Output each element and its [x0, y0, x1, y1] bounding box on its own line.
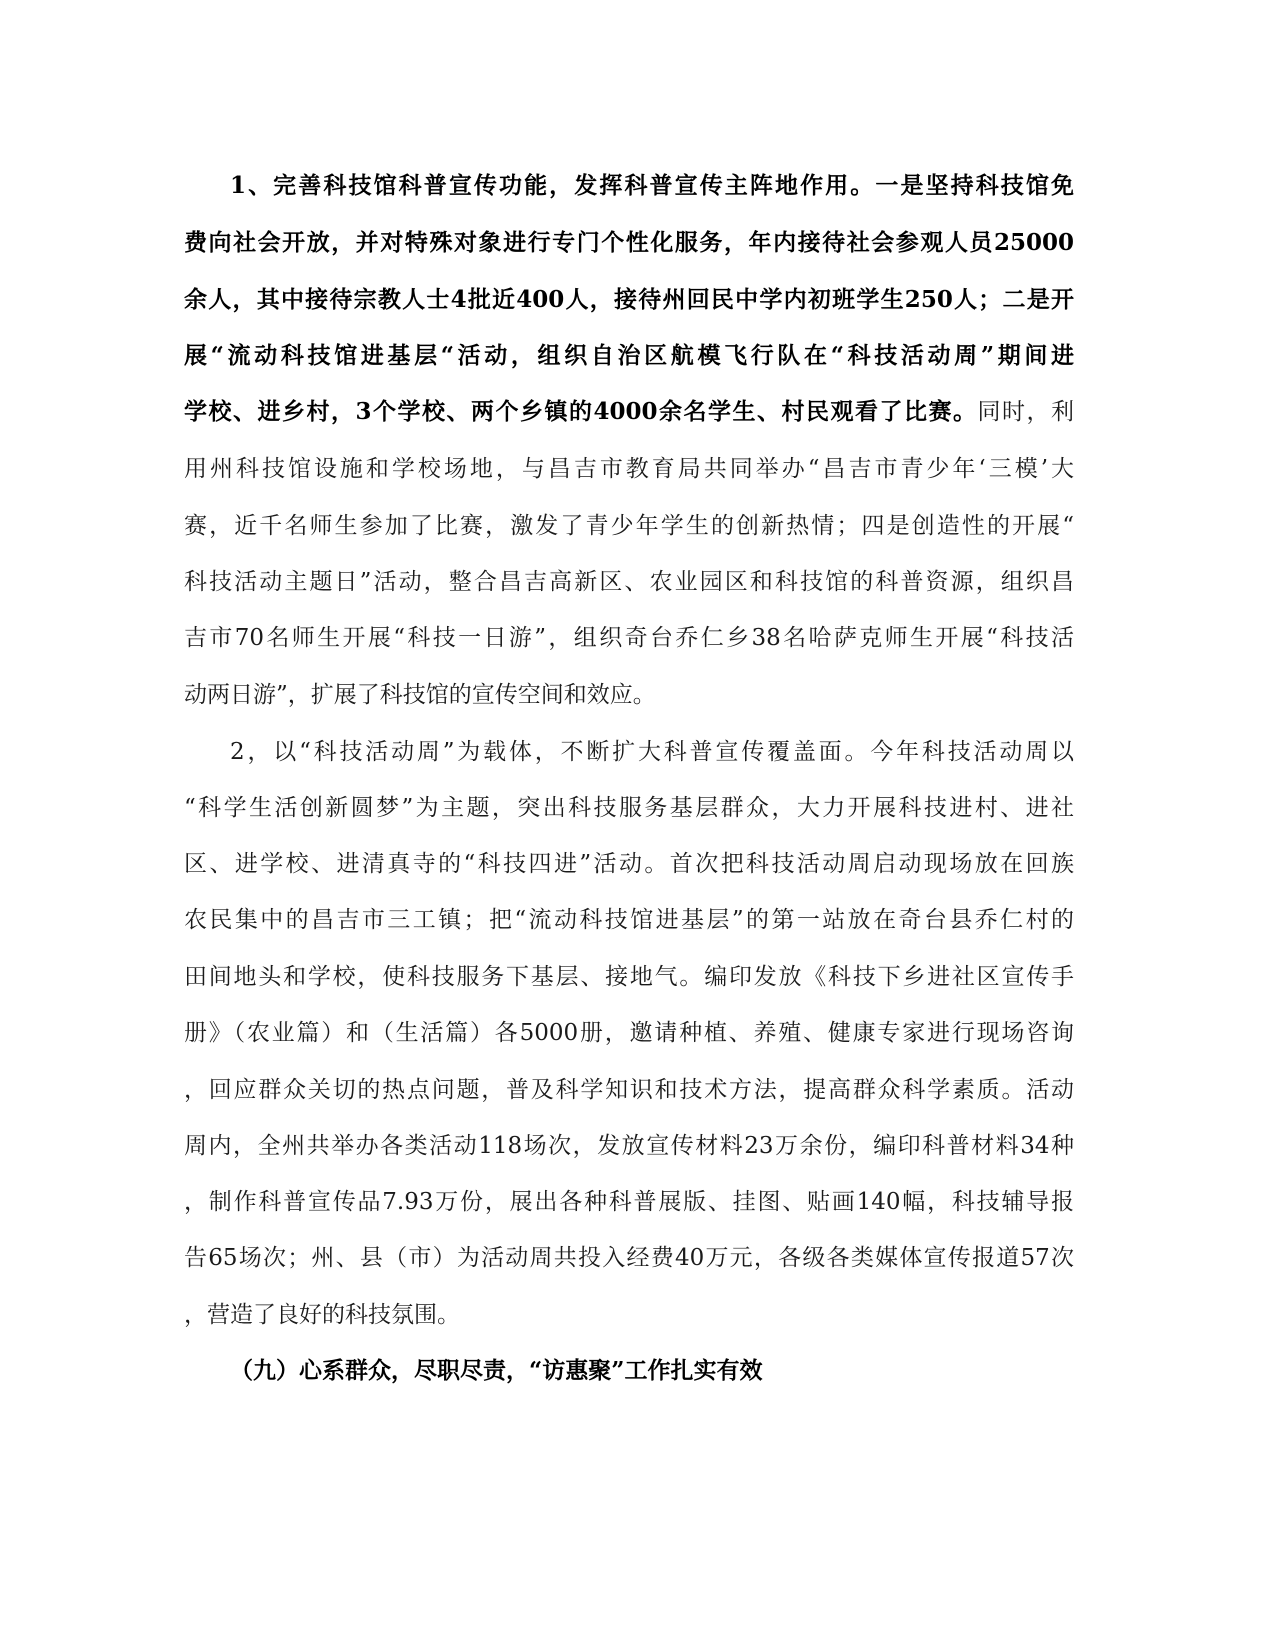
text-line: 告65场次；州、县（市）为活动周共投入经费40万元，各级各类媒体宣传报道57次 [184, 1245, 1074, 1271]
text-line: 田间地头和学校，使科技服务下基层、接地气。编印发放《科技下乡进社区宣传手 [184, 964, 1074, 990]
text-line: 农民集中的昌吉市三工镇；把“流动科技馆进基层”的第一站放在奇台县乔仁村的 [184, 907, 1074, 933]
text-line: 区、进学校、进清真寺的“科技四进”活动。首次把科技活动周启动现场放在回族 [184, 851, 1074, 877]
text-line: 余人，其中接待宗教人士4批近400人，接待州回民中学内初班学生250人；二是开 [184, 286, 1074, 313]
text-line: 动两日游”，扩展了科技馆的宣传空间和效应。 [184, 682, 656, 708]
text-line: ，营造了良好的科技氛围。 [184, 1302, 460, 1328]
text-line: 册》（农业篇）和（生活篇）各5000册，邀请种植、养殖、健康专家进行现场咨询 [184, 1020, 1074, 1046]
text-line-bold: 学校、进乡村，3个学校、两个乡镇的4000余名学生、村民观看了比赛。 [184, 398, 978, 425]
text-line: 赛，近千名师生参加了比赛，激发了青少年学生的创新热情；四是创造性的开展“ [184, 513, 1074, 539]
text-line: ，制作科普宣传品7.93万份，展出各种科普展版、挂图、贴画140幅，科技辅导报 [184, 1189, 1074, 1215]
text-line [184, 397, 1074, 427]
section-heading: （九）心系群众，尽职尽责，“访惠聚”工作扎实有效 [230, 1357, 763, 1384]
text-line: 2，以“科技活动周”为载体，不断扩大科普宣传覆盖面。今年科技活动周以 [230, 739, 1074, 765]
text-line: 用州科技馆设施和学校场地，与昌吉市教育局共同举办“昌吉市青少年‘三模’大 [184, 456, 1074, 482]
text-line: “科学生活创新圆梦”为主题，突出科技服务基层群众，大力开展科技进村、进社 [184, 795, 1074, 821]
text-line: 周内，全州共举办各类活动118场次，发放宣传材料23万余份，编印科普材料34种 [184, 1133, 1074, 1159]
text-line: ，回应群众关切的热点问题，普及科学知识和技术方法，提高群众科学素质。活动 [184, 1077, 1074, 1103]
text-line: 展“流动科技馆进基层“活动，组织自治区航模飞行队在“科技活动周”期间进 [184, 342, 1074, 369]
text-line: 吉市70名师生开展“科技一日游”，组织奇台乔仁乡38名哈萨克师生开展“科技活 [184, 625, 1074, 651]
text-line-regular: 同时，利 [977, 399, 1074, 425]
text-line: 费向社会开放，并对特殊对象进行专门个性化服务，年内接待社会参观人员25000 [184, 229, 1074, 256]
text-line: 1、完善科技馆科普宣传功能，发挥科普宣传主阵地作用。一是坚持科技馆免 [230, 172, 1074, 199]
text-line: 科技活动主题日”活动，整合昌吉高新区、农业园区和科技馆的科普资源，组织昌 [184, 569, 1074, 595]
